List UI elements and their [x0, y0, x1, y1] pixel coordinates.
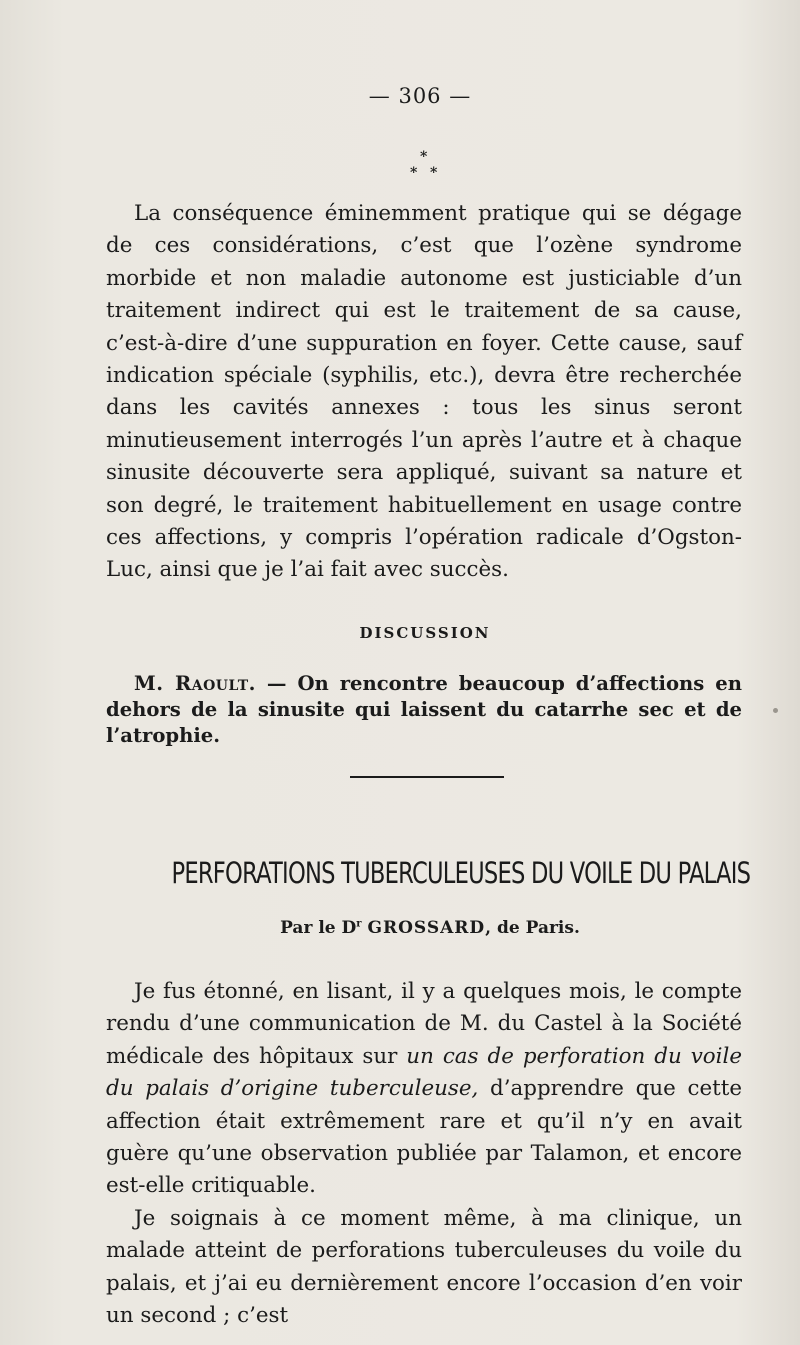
remark-text: — On rencontre beaucoup d’affections en dehors de la sinusite qui laissent du catarrhe sec et de l’atrophie. [106, 672, 742, 747]
conclusion-paragraph: La conséquence éminemment pratique qui se dégage de ces considérations, c’est que l’ozène syndrome morbide et non maladie autonome est justiciable d’un traitement indirect qui est le traitement de sa cause, c’est-à-dire d’une suppuration en foyer. Cette cause, sauf indication spéciale (syphilis, etc.), devra être recherchée dans les cavités annexes : tous les sinus seront minutieusement interrogés l’un après l’autre et à chaque sinusite découverte sera appliqué, suivant sa nature et son degré, le traitement habituellement en usage contre ces affections, y compris l’opération radicale d’Ogston-Luc, ainsi que je l’ai fait avec succès. [106, 201, 742, 583]
author-name: GROSSARD [367, 918, 486, 938]
remark-paragraph [106, 671, 742, 749]
byline-superscript: r [356, 918, 362, 930]
byline-suffix: , de Paris. [485, 918, 580, 938]
article-title: PERFORATIONS TUBERCULEUSES DU VOILE DU PALAIS [171, 856, 751, 890]
discussion-heading: DISCUSSION [359, 624, 491, 642]
asterism-star-top: * [420, 149, 428, 165]
margin-speck [773, 708, 778, 713]
article-paragraph-2: Je soignais à ce moment même, à ma clinique, un malade atteint de perforations tuberculeuses du voile du palais, et j’ai eu dernièrement encore l’occasion d’en voir un second ; c’est [106, 1205, 742, 1329]
page-number: — 306 — [368, 84, 472, 108]
discussion-remark [106, 671, 742, 749]
asterism-star-right: * [430, 165, 438, 181]
paragraph-1-text-b: d’apprendre que cette affection était extrêmement rare et qu’il n’y en avait guère qu’une observation publiée par Talamon, et encore est-elle critiquable. [106, 1076, 742, 1199]
byline-prefix: Par le D [280, 918, 357, 938]
asterism-star-left: * [410, 165, 418, 181]
article-body [106, 976, 742, 1332]
author-byline [160, 918, 700, 938]
paragraph-1-text-a: Je fus étonné, en lisant, il y a quelques mois, le compte rendu d’une communication de M. du Castel à la Société médicale des hôpitaux sur [106, 979, 742, 1069]
asterism-ornament [408, 150, 444, 184]
article-paragraph-1 [106, 976, 742, 1203]
conclusion-section [106, 198, 742, 587]
paragraph-1-cited-title: un cas de perforation du voile du palais d’origine tuberculeuse, [106, 1043, 742, 1102]
section-divider [350, 776, 504, 778]
remark-speaker: M. Raoult. [134, 672, 256, 695]
